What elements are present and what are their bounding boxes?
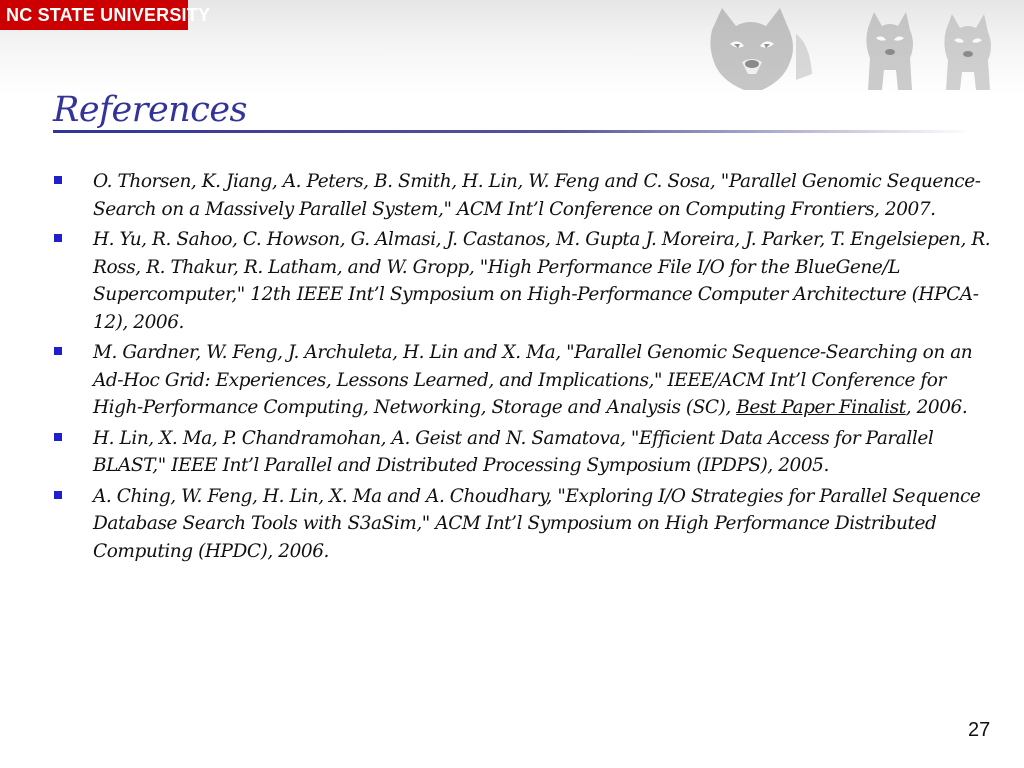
reference-text: H. Lin, X. Ma, P. Chandramohan, A. Geist and N. Samatova, "Efficient Data Access for Parallel BLAST," IEEE Int’l Parallel and Distributed Processing Symposium (IPDPS), 2005. (93, 427, 934, 476)
square-bullet-icon (54, 491, 62, 499)
wolf-photo (700, 4, 820, 92)
page-number: 27 (968, 719, 991, 741)
slide-title: References (53, 90, 247, 130)
reference-text: M. Gardner, W. Feng, J. Archuleta, H. Lin and X. Ma, "Parallel Genomic Sequence-Searching on an Ad-Hoc Grid: Experiences, Lessons Learned, and Implications," IEEE/ACM Int’l Conference for High-Performance Computing, Networking, Storage and Analysis (SC), (93, 342, 973, 418)
square-bullet-icon (54, 176, 62, 184)
reference-text: O. Thorsen, K. Jiang, A. Peters, B. Smith, H. Lin, W. Feng and C. Sosa, "Parallel Genomic Sequence-Search on a Massively Parallel System," ACM Int’l Conference on Computing Frontiers, 2007. (93, 171, 981, 220)
reference-text: A. Ching, W. Feng, H. Lin, X. Ma and A. Choudhary, "Exploring I/O Strategies for Parallel Sequence Database Search Tools with S3aSim," ACM Int’l Symposium on High Performance Distributed Computing (HPDC), 2006. (93, 485, 981, 562)
award-note: Best Paper Finalist (736, 397, 906, 418)
reference-item (48, 168, 998, 223)
square-bullet-icon (54, 433, 62, 441)
reference-text-end: , 2006. (905, 397, 968, 418)
reference-item (48, 226, 998, 336)
reference-item (48, 483, 998, 566)
reference-text: H. Yu, R. Sahoo, C. Howson, G. Almasi, J. Castanos, M. Gupta J. Moreira, J. Parker, T. Engelsiepen, R. Ross, R. Thakur, R. Latham, and W. Gropp, "High Performance File I/O for the BlueGene/L Supercomputer," 12th IEEE Int’l Symposium on High-Performance Computer Architecture (HPCA-12), 2006. (93, 229, 991, 333)
reference-list (48, 168, 998, 568)
square-bullet-icon (54, 347, 62, 355)
title-underline-rule (53, 130, 973, 133)
wolf-photo (852, 10, 930, 92)
university-logo: NC STATE UNIVERSITY (0, 0, 188, 30)
reference-item (48, 339, 998, 422)
reference-item (48, 425, 998, 480)
square-bullet-icon (54, 234, 62, 242)
wolf-photo (932, 12, 1010, 92)
